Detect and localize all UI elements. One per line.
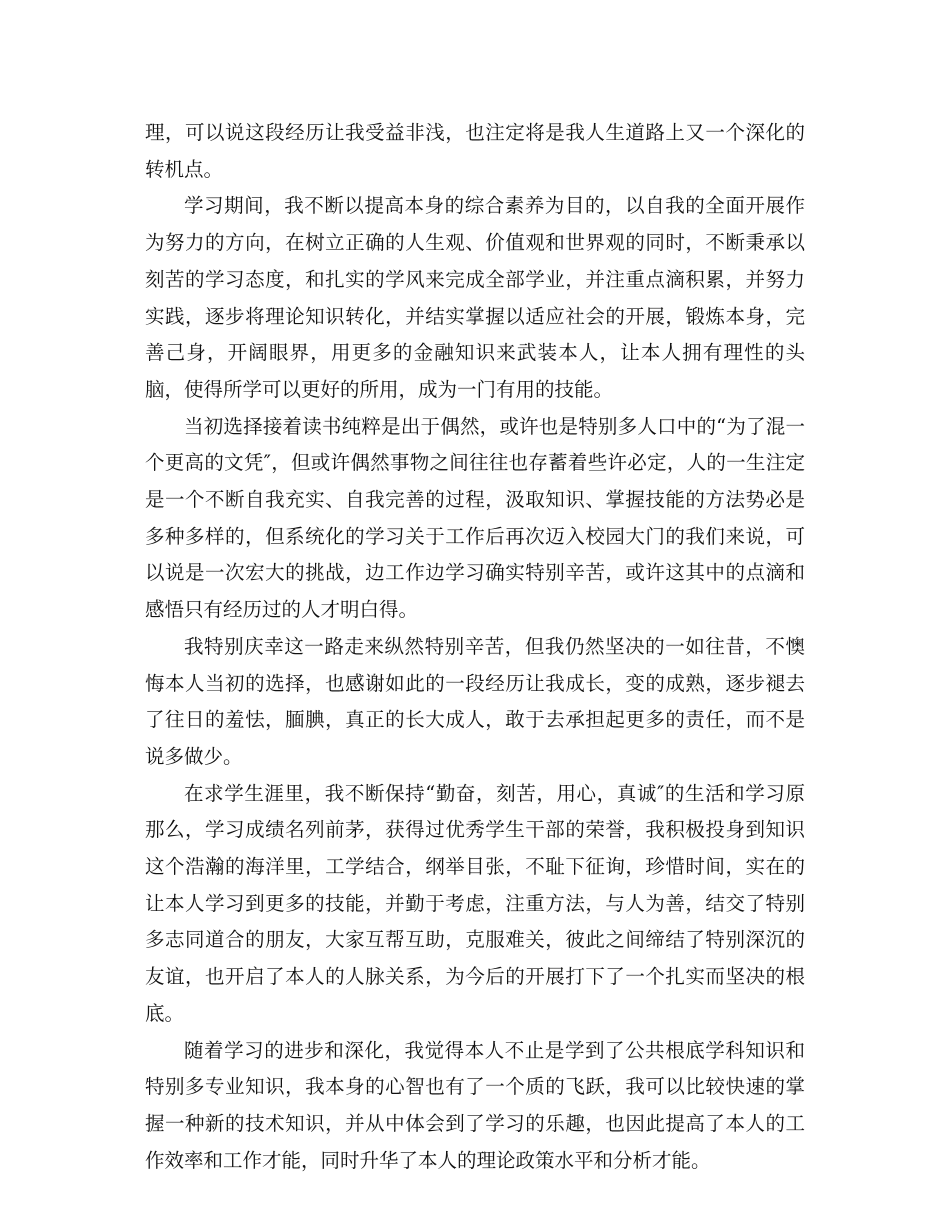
paragraph-initial-choice: 当初选择接着读书纯粹是出于偶然，或许也是特别多人口中的“为了混一个更高的文凭″，但或许偶然事物之间往往也存蓄着些许必定，人的一生注定是一个不断自我充实、自我完善的过程，汲取知识、掌握技能的方法势必是多种多样的，但系统化的学习关于工作后再次迈入校园大门的我们来说，可以说是一次宏大的挑战，边工作边学习确实特别辛苦，或许这其中的点滴和感悟只有经历过的人才明白得。 <box>145 414 805 622</box>
paragraph-study-period: 学习期间，我不断以提高本身的综合素养为目的，以自我的全面开展作为努力的方向，在树立正确的人生观、价值观和世界观的同时，不断秉承以刻苦的学习态度，和扎实的学风来完成全部学业，并注重点滴积累，并努力实践，逐步将理论知识转化，并结实掌握以适应社会的开展，锻炼本身，完善己身，开阔眼界，用更多的金融知识来武装本人，让本人拥有理性的头脑，使得所学可以更好的所用，成为一门有用的技能。 <box>145 194 805 401</box>
paragraph-progress: 随着学习的进步和深化，我觉得本人不止是学到了公共根底学科知识和特别多专业知识，我本身的心智也有了一个质的飞跃，我可以比较快速的掌握一种新的技术知识，并从中体会到了学习的乐趣，也因此提高了本人的工作效率和工作才能，同时升华了本人的理论政策水平和分析才能。 <box>145 1038 805 1172</box>
paragraph-student-career: 在求学生涯里，我不断保持“勤奋，刻苦，用心，真诚″的生活和学习原那么，学习成绩名列前茅，获得过优秀学生干部的荣誉，我积极投身到知识这个浩瀚的海洋里，工学结合，纲举目张，不耻下征询，珍惜时间，实在的让本人学习到更多的技能，并勤于考虑，注重方法，与人为善，结交了特别多志同道合的朋友，大家互帮互助，克服难关，彼此之间缔结了特别深沉的友谊，也开启了本人的人脉关系，为今后的开展打下了一个扎实而坚决的根底。 <box>145 781 805 1025</box>
paragraph-gratitude: 我特别庆幸这一路走来纵然特别辛苦，但我仍然坚决的一如往昔，不懊悔本人当初的选择，也感谢如此的一段经历让我成长，变的成熟，逐步褪去了往日的羞怯，腼腆，真正的长大成人，敢于去承担起更多的责任，而不是说多做少。 <box>145 634 805 768</box>
document-body <box>145 115 805 1179</box>
paragraph-continuation: 理，可以说这段经历让我受益非浅，也注定将是我人生道路上又一个深化的转机点。 <box>145 121 805 181</box>
